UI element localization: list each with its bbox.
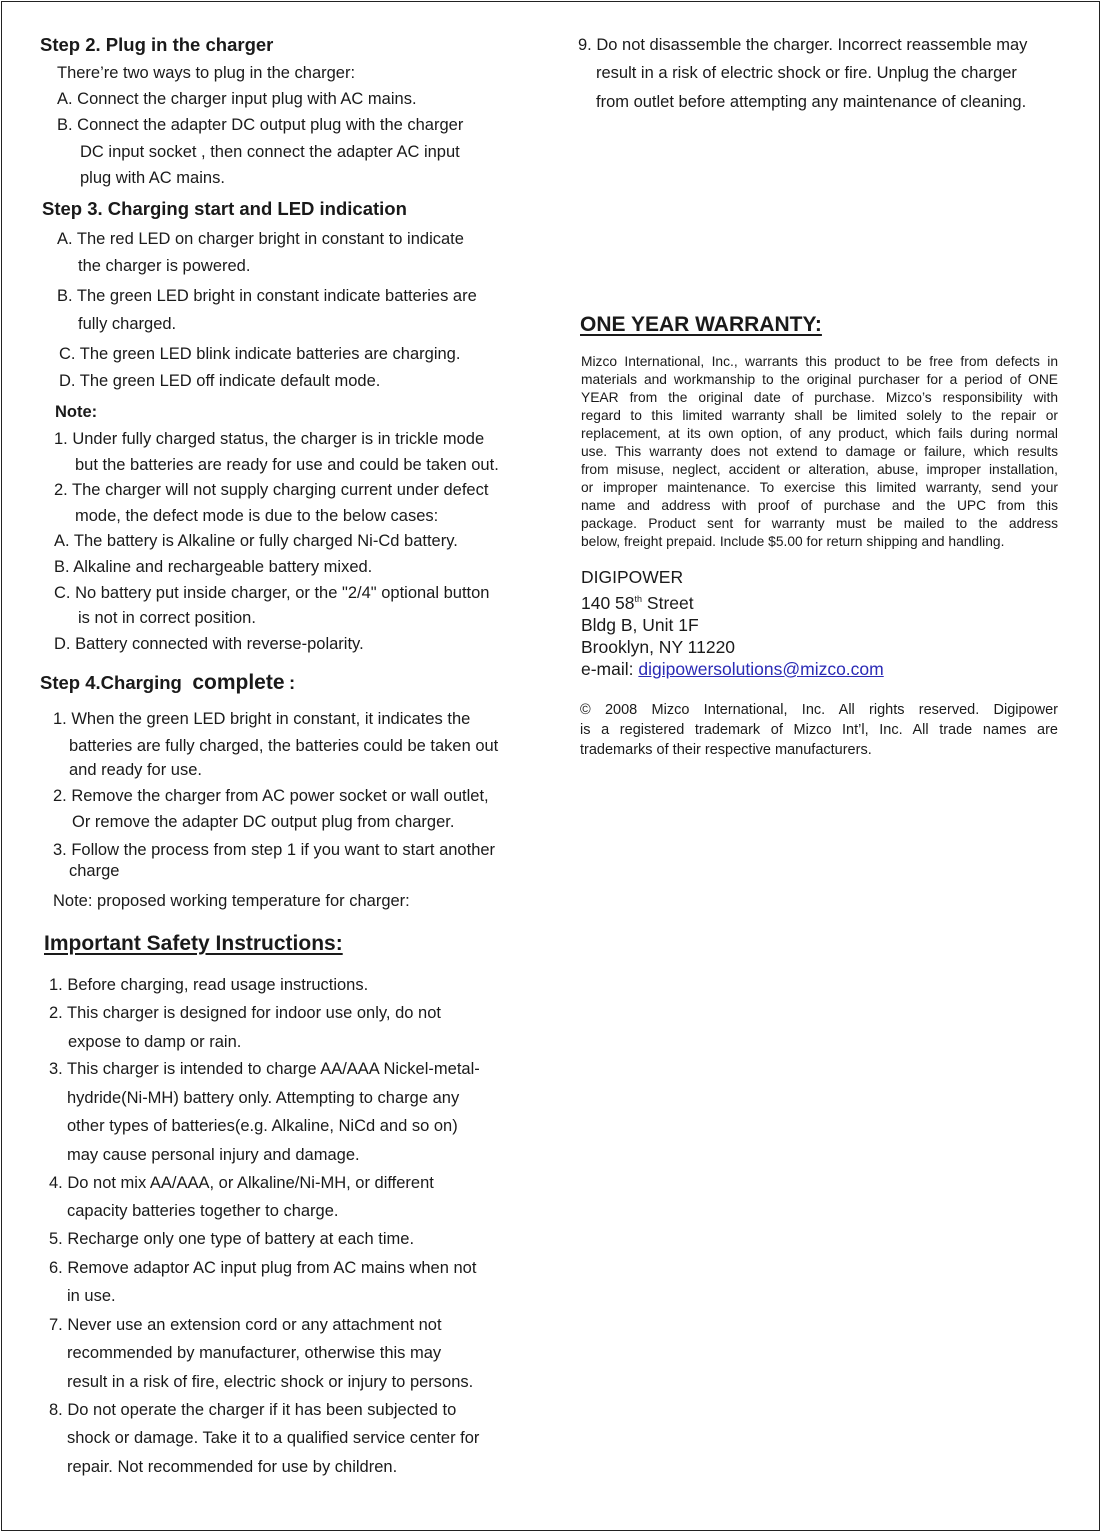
defect-case-b: B. Alkaline and rechargeable battery mixed. (54, 558, 373, 576)
safety-item-4-cont: capacity batteries together to charge. (67, 1202, 339, 1220)
safety-item-2: 2. This charger is designed for indoor use only, do not (49, 1004, 441, 1022)
defect-case-c: C. No battery put inside charger, or the "2/4" optional button (54, 584, 490, 602)
copyright-line: © 2008 Mizco International, Inc. All rights reserved. Digipower (580, 702, 1058, 718)
step3-item-a-cont: the charger is powered. (78, 257, 251, 275)
step2-option-b-cont: DC input socket , then connect the adapter AC input (80, 143, 460, 161)
note-label: Note: (55, 403, 98, 421)
safety-item-1: 1. Before charging, read usage instructions. (49, 976, 369, 994)
warranty-line: from misuse, neglect, accident or alteration, abuse, improper installation, (581, 462, 1058, 477)
address-company: DIGIPOWER (581, 567, 684, 587)
step2-intro: There’re two ways to plug in the charger: (57, 64, 356, 82)
step4-item-1-cont: batteries are fully charged, the batteries could be taken out (69, 737, 499, 755)
warranty-line: or improper maintenance. To exercise this limited warranty, send your (581, 480, 1058, 495)
safety-item-5: 5. Recharge only one type of battery at each time. (49, 1230, 415, 1248)
warranty-line: name and address with proof of purchase and the UPC from this (581, 498, 1058, 513)
email-link[interactable]: digipowersolutions@mizco.com (638, 658, 884, 679)
step4-item-3-cont: charge (69, 862, 120, 880)
safety-item-4: 4. Do not mix AA/AAA, or Alkaline/Ni-MH, or different (49, 1174, 434, 1192)
warranty-line: replacement, at its own option, of any product, which fails during normal (581, 426, 1058, 441)
step3-item-c: C. The green LED blink indicate batteries are charging. (59, 345, 461, 363)
address-street-number: 140 58 (581, 592, 635, 613)
safety-item-8-cont: shock or damage. Take it to a qualified service center for (67, 1429, 480, 1447)
safety-item-7: 7. Never use an extension cord or any attachment not (49, 1316, 442, 1334)
safety-item-3-cont2: other types of batteries(e.g. Alkaline, NiCd and so on) (67, 1117, 458, 1135)
copyright-notice (580, 700, 1058, 760)
address-street-suffix: th (634, 594, 643, 604)
safety-item-3: 3. This charger is intended to charge AA/AAA Nickel-metal- (49, 1060, 480, 1078)
defect-case-c-cont: is not in correct position. (78, 609, 256, 627)
step3-item-b-cont: fully charged. (78, 315, 177, 333)
warranty-line: Mizco International, Inc., warrants this product to be free from defects in (581, 354, 1058, 369)
step2-option-b-cont2: plug with AC mains. (80, 169, 225, 187)
address-city: Brooklyn, NY 11220 (581, 636, 736, 657)
defect-case-d: D. Battery connected with reverse-polarity. (54, 635, 364, 653)
step3-item-b: B. The green LED bright in constant indicate batteries are (57, 287, 477, 305)
address-street (581, 588, 884, 614)
note-item-2-cont: mode, the defect mode is due to the below cases: (75, 507, 439, 525)
safety-item-6-cont: in use. (67, 1287, 116, 1305)
address-email (581, 658, 884, 680)
note-item-1: 1. Under fully charged status, the charger is in trickle mode (54, 430, 485, 448)
warranty-line: package. Product sent for warranty must be mailed to the address (581, 516, 1058, 531)
step2-option-b: B. Connect the adapter DC output plug with the charger (57, 116, 464, 134)
safety-item-9-cont2: from outlet before attempting any maintenance of cleaning. (596, 93, 1027, 111)
copyright-line: is a registered trademark of Mizco Int’l, Inc. All trade names are (580, 722, 1058, 738)
step4-heading-colon: : (288, 672, 296, 693)
step3-item-d: D. The green LED off indicate default mode. (59, 372, 381, 390)
step2-heading: Step 2. Plug in the charger (40, 34, 274, 55)
step2-option-a: A. Connect the charger input plug with AC mains. (57, 90, 417, 108)
step4-heading-complete: complete (192, 671, 285, 694)
step4-item-1-cont2: and ready for use. (69, 761, 202, 779)
address-building: Bldg B, Unit 1F (581, 614, 699, 635)
warranty-heading: ONE YEAR WARRANTY: (580, 313, 822, 336)
step4-heading (40, 671, 295, 695)
safety-heading: Important Safety Instructions: (44, 932, 343, 955)
step4-item-3: 3. Follow the process from step 1 if you want to start another (53, 841, 496, 859)
safety-item-8: 8. Do not operate the charger if it has been subjected to (49, 1401, 457, 1419)
email-label: e-mail: (581, 658, 639, 679)
warranty-line: YEAR from the original date of purchase. Mizco’s responsibility with (581, 390, 1058, 405)
defect-case-a: A. The battery is Alkaline or fully charged Ni-Cd battery. (54, 532, 458, 550)
step3-heading: Step 3. Charging start and LED indication (42, 198, 407, 219)
warranty-line: use. This warranty does not extend to damage or failure, which results (581, 444, 1058, 459)
copyright-line: trademarks of their respective manufacturers. (580, 742, 872, 758)
address-street-name: Street (642, 592, 694, 613)
mailing-address (581, 566, 884, 680)
warranty-body (581, 353, 1058, 551)
step4-note: Note: proposed working temperature for charger: (53, 892, 410, 910)
safety-item-8-cont2: repair. Not recommended for use by children. (67, 1458, 398, 1476)
warranty-line: below, freight prepaid. Include $5.00 for return shipping and handling. (581, 534, 1005, 549)
step4-item-2: 2. Remove the charger from AC power socket or wall outlet, (53, 787, 489, 805)
safety-item-7-cont: recommended by manufacturer, otherwise this may (67, 1344, 442, 1362)
warranty-line: regard to this limited warranty shall be limited solely to the repair or (581, 408, 1058, 423)
safety-item-3-cont3: may cause personal injury and damage. (67, 1146, 360, 1164)
warranty-line: materials and workmanship to the original purchaser for a period of ONE (581, 372, 1058, 387)
safety-item-7-cont2: result in a risk of fire, electric shock or injury to persons. (67, 1373, 474, 1391)
note-item-2: 2. The charger will not supply charging current under defect (54, 481, 489, 499)
step4-item-2-cont: Or remove the adapter DC output plug from charger. (72, 813, 455, 831)
safety-item-9: 9. Do not disassemble the charger. Incorrect reassemble may (578, 36, 1028, 54)
safety-item-3-cont: hydride(Ni-MH) battery only. Attempting to charge any (67, 1089, 460, 1107)
safety-item-6: 6. Remove adaptor AC input plug from AC mains when not (49, 1259, 477, 1277)
safety-item-2-cont: expose to damp or rain. (68, 1033, 242, 1051)
step3-item-a: A. The red LED on charger bright in constant to indicate (57, 230, 464, 248)
note-item-1-cont: but the batteries are ready for use and could be taken out. (75, 456, 499, 474)
step4-heading-pre: Step 4.Charging (40, 672, 182, 693)
step4-item-1: 1. When the green LED bright in constant, it indicates the (53, 710, 471, 728)
safety-item-9-cont: result in a risk of electric shock or fire. Unplug the charger (596, 64, 1017, 82)
